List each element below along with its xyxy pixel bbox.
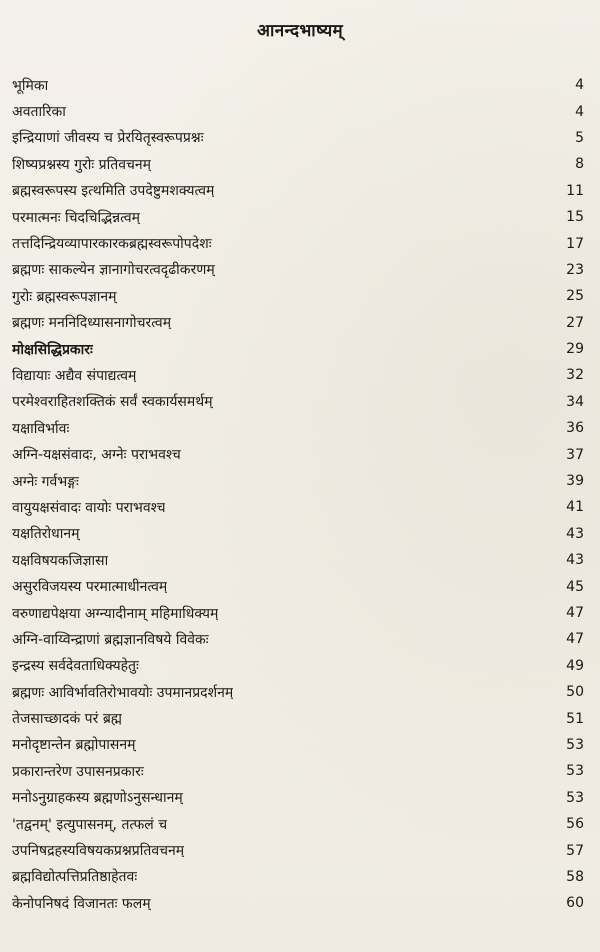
toc-entry <box>12 178 584 204</box>
toc-entry-page-number: 27 <box>566 314 584 331</box>
toc-entry-page-number: 43 <box>566 525 584 542</box>
toc-entry-page-number: 4 <box>575 103 584 120</box>
toc-entry-title: ब्रह्मणः आविर्भावतिरोभावयोः उपमानप्रदर्शनम् <box>12 684 234 701</box>
toc-entry-page-number: 15 <box>566 209 584 226</box>
toc-entry-title: ब्रह्मणः मननिदिध्यासनागोचरत्वम् <box>12 315 172 332</box>
toc-entry-title: अग्नि-वाय्विन्द्राणां ब्रह्मज्ञानविषये विवेकः <box>12 631 209 648</box>
toc-entry <box>12 151 584 177</box>
toc-entry <box>12 758 584 784</box>
toc-entry-title: यक्षाविर्भावः <box>12 420 70 437</box>
toc-entry-title: असुरविजयस्य परमात्माधीनत्वम् <box>12 579 168 596</box>
toc-entry-page-number: 45 <box>566 578 584 595</box>
toc-entry <box>12 283 584 309</box>
toc-entry <box>12 125 584 151</box>
toc-entry-page-number: 51 <box>566 710 584 727</box>
toc-entry-title: मोक्षसिद्धिप्रकारः <box>12 341 93 358</box>
toc-entry-page-number: 53 <box>566 763 584 780</box>
toc-entry-title: ब्रह्मस्वरूपस्य इत्थमिति उपदेष्टुमशक्यत्वम् <box>12 183 215 200</box>
toc-entry <box>12 336 584 362</box>
toc-entry <box>12 785 584 811</box>
toc-entry-page-number: 57 <box>566 842 584 859</box>
toc-entry-page-number: 43 <box>566 552 584 569</box>
toc-entry-title: उपनिषद्रहस्यविषयकप्रश्नप्रतिवचनम् <box>12 843 185 860</box>
toc-entry <box>12 811 584 837</box>
toc-entry <box>12 626 584 652</box>
toc-entry-page-number: 47 <box>566 605 584 621</box>
toc-entry <box>12 257 584 283</box>
toc-entry-title: इन्द्रस्य सर्वदेवताधिक्यहेतुः <box>12 658 139 675</box>
toc-entry-title: अग्नि-यक्षसंवादः, अग्नेः पराभवश्च <box>12 447 181 464</box>
toc-entry-title: भूमिका <box>12 77 49 94</box>
toc-entry-title: केनोपनिषदं विजानतः फलम् <box>12 895 151 912</box>
toc-entry-page-number: 17 <box>566 235 584 252</box>
toc-entry-title: वायुयक्षसंवादः वायोः पराभवश्च <box>12 499 166 516</box>
toc-entry-title: शिष्यप्रश्नस्य गुरोः प्रतिवचनम् <box>12 156 152 173</box>
toc-entry <box>12 705 584 731</box>
toc-entry-title: ब्रह्मणः साकल्येन ज्ञानागोचरत्वदृढीकरणम् <box>12 262 215 279</box>
toc-entry <box>12 732 584 758</box>
toc-entry <box>12 204 584 230</box>
toc-entry-title: 'तद्वनम्' इत्युपासनम्, तत्फलं च <box>12 816 168 833</box>
toc-entry-page-number: 32 <box>566 367 584 384</box>
toc-entry-title: मनोदृष्टान्तेन ब्रह्मोपासनम् <box>12 737 136 754</box>
toc-entry-page-number: 5 <box>575 129 584 146</box>
toc-entry-title: अग्नेः गर्वभङ्गः <box>12 473 79 490</box>
toc-entry <box>12 230 584 256</box>
toc-entry-title: प्रकारान्तरेण उपासनप्रकारः <box>12 763 144 780</box>
toc-entry-title: मनोऽनुग्राहकस्य ब्रह्मणोऽनुसन्धानम् <box>12 790 183 807</box>
toc-entry-page-number: 8 <box>575 156 584 173</box>
toc-entry <box>12 362 584 388</box>
toc-entry <box>12 547 584 573</box>
toc-entry <box>12 310 584 336</box>
toc-entry-title: इन्द्रियाणां जीवस्य च प्रेरयितृस्वरूपप्रश्नः <box>12 130 204 147</box>
toc-entry-page-number: 11 <box>566 182 584 199</box>
toc-entry-title: ब्रह्मविद्योत्पत्तिप्रतिष्ठाहेतवः <box>12 869 138 886</box>
toc-entry-title: यक्षविषयकजिज्ञासा <box>12 552 109 569</box>
toc-entry-page-number: 60 <box>566 895 584 912</box>
toc-entry <box>12 468 584 494</box>
toc-entry-page-number: 53 <box>566 736 584 753</box>
toc-entry-page-number: 37 <box>566 446 584 463</box>
toc-entry-title: तत्तदिन्द्रियव्यापारकारकब्रह्मस्वरूपोपदेशः <box>12 236 212 253</box>
toc-entry <box>12 890 584 916</box>
toc-entry <box>12 494 584 520</box>
toc-entry-title: परमात्मनः चिदचिद्भिन्नत्वम् <box>12 209 141 226</box>
toc-entry <box>12 679 584 705</box>
toc-entry <box>12 600 584 626</box>
toc-entry-title: गुरोः ब्रह्मस्वरूपज्ञानम् <box>12 288 117 305</box>
toc-entry-title: विद्यायाः अद्यैव संपाद्यत्वम् <box>12 367 137 384</box>
toc-entry-title: परमेश्वराहितशक्तिकं सर्वं स्वकार्यसमर्थम् <box>12 394 213 411</box>
page-title: आनन्दभाष्यम् <box>257 21 343 41</box>
toc-entry-page-number: 49 <box>566 657 584 674</box>
toc-entry <box>12 653 584 679</box>
toc-entry-page-number: 39 <box>566 473 584 490</box>
toc-entry-title: तेजसाच्छादकं परं ब्रह्म <box>12 711 123 728</box>
toc-entry <box>12 389 584 415</box>
toc-entry-page-number: 41 <box>566 499 584 516</box>
toc-entry-page-number: 29 <box>566 341 584 358</box>
toc-entry-title: अवतारिका <box>12 104 66 121</box>
toc-entry-title: यक्षतिरोधानम् <box>12 526 80 543</box>
toc-entry-page-number: 47 <box>566 631 584 648</box>
toc-entry-page-number: 58 <box>566 868 584 885</box>
toc-entry-page-number: 25 <box>566 288 584 305</box>
toc-entry-page-number: 4 <box>575 77 584 94</box>
toc-entry-page-number: 50 <box>566 684 584 701</box>
toc-entry <box>12 98 584 124</box>
toc-entry-page-number: 56 <box>566 816 584 833</box>
toc-entry-title: वरुणाद्यपेक्षया अग्न्यादीनाम् महिमाधिक्यम् <box>12 605 219 622</box>
toc-entry <box>12 837 584 863</box>
toc-entry <box>12 521 584 547</box>
toc-entry-page-number: 34 <box>566 393 584 410</box>
table-of-contents <box>12 72 584 917</box>
toc-entry <box>12 864 584 890</box>
toc-entry-page-number: 23 <box>566 261 584 278</box>
toc-entry <box>12 573 584 599</box>
toc-entry <box>12 72 584 98</box>
toc-entry-page-number: 36 <box>566 420 584 437</box>
toc-entry <box>12 441 584 467</box>
toc-entry-page-number: 53 <box>566 789 584 806</box>
toc-entry <box>12 415 584 441</box>
